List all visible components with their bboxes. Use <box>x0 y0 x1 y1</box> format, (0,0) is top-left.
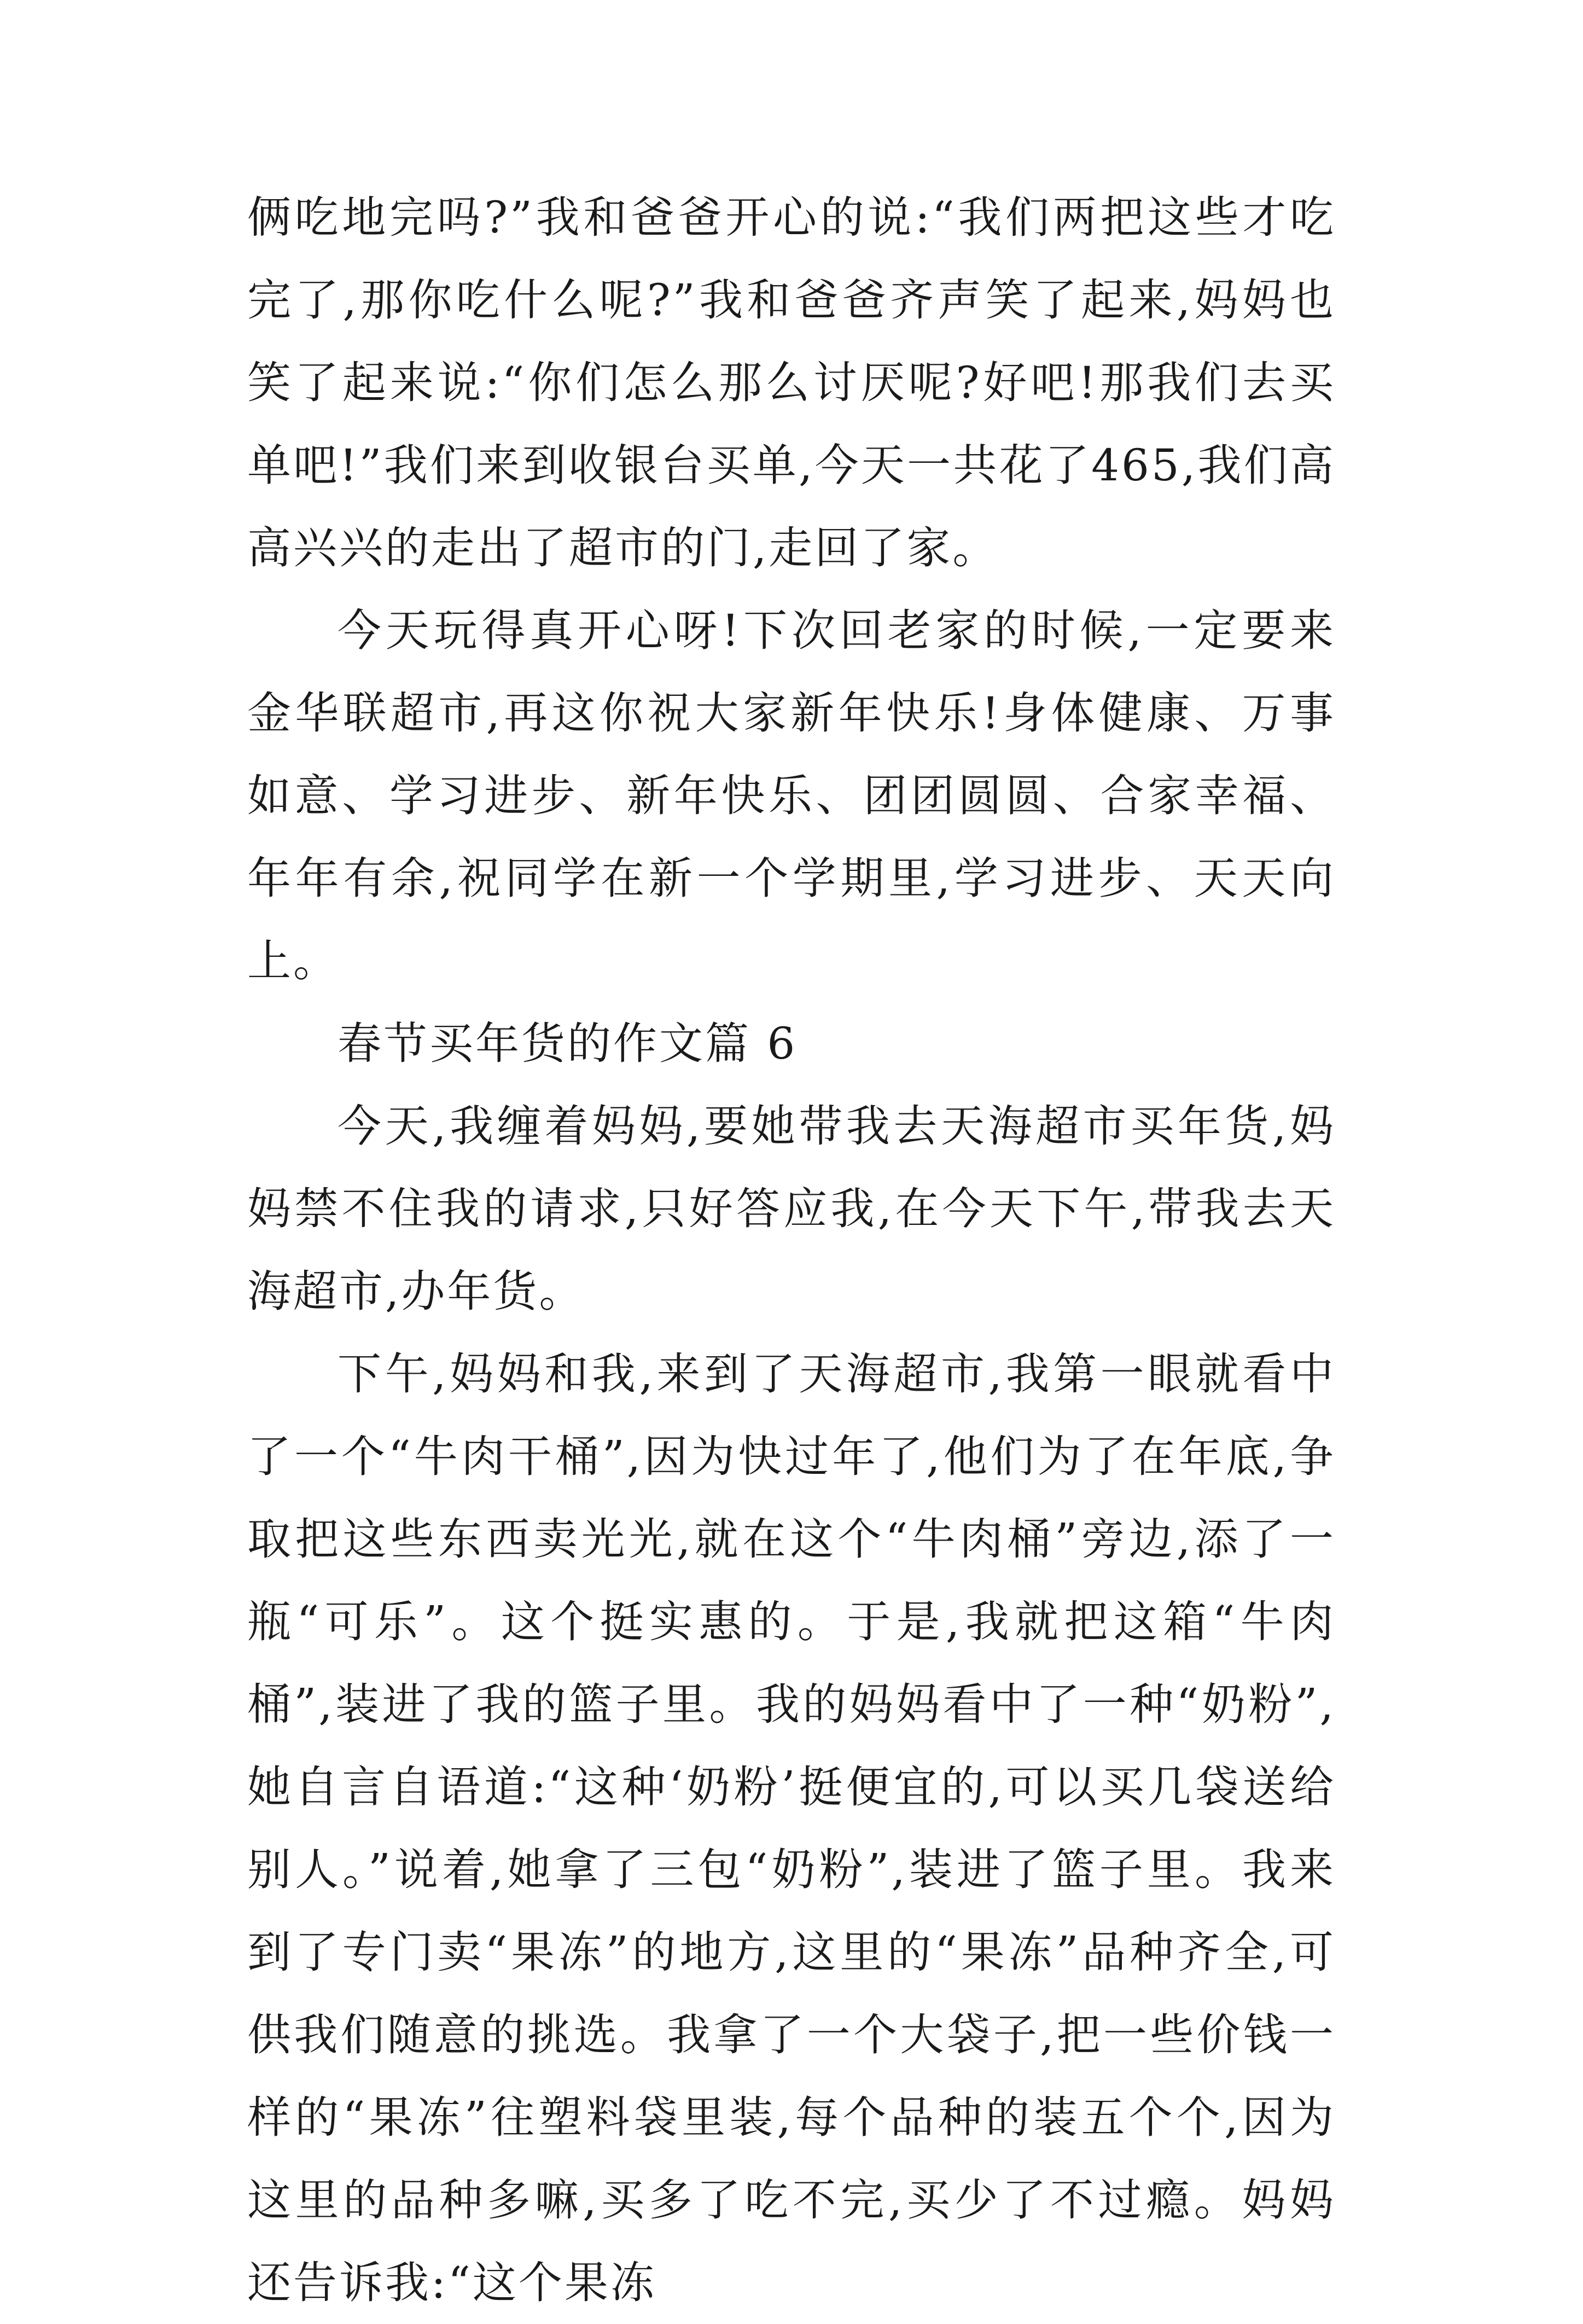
section-heading: 春节买年货的作文篇 6 <box>337 1018 798 1069</box>
paragraph-continuation: 俩吃地完吗?”我和爸爸开心的说:“我们两把这些才吃完了,那你吃什么呢?”我和爸爸齐声笑了起来,妈妈也笑了起来说:“你们怎么那么讨厌呢?好吧!那我们去买单吧!”我们来到收银台买单,今天一共花了465,我们高高兴兴的走出了超市的门,走回了家。 <box>247 192 1336 573</box>
paragraph-intro: 今天,我缠着妈妈,要她带我去天海超市买年货,妈妈禁不住我的请求,只好答应我,在今天下午,带我去天海超市,办年货。 <box>247 1101 1336 1317</box>
paragraph-closing: 今天玩得真开心呀!下次回老家的时候,一定要来金华联超市,再这你祝大家新年快乐!身体健康、万事如意、学习进步、新年快乐、团团圆圆、合家幸福、年年有余,祝同学在新一个学期里,学习进步、天天向上。 <box>247 605 1336 986</box>
paragraph-shopping: 下午,妈妈和我,来到了天海超市,我第一眼就看中了一个“牛肉干桶”,因为快过年了,他们为了在年底,争取把这些东西卖光光,就在这个“牛肉桶”旁边,添了一瓶“可乐”。这个挺实惠的。于是,我就把这箱“牛肉桶”,装进了我的篮子里。我的妈妈看中了一种“奶粉”,她自言自语道:“这种‘奶粉’挺便宜的,可以买几袋送给别人。”说着,她拿了三包“奶粉”,装进了篮子里。我来到了专门卖“果冻”的地方,这里的“果冻”品种齐全,可供我们随意的挑选。我拿了一个大袋子,把一些价钱一样的“果冻”往塑料袋里装,每个品种的装五个个,因为这里的品种多嘛,买多了吃不完,买少了不过瘾。妈妈还告诉我:“这个果冻 <box>247 1349 1336 2308</box>
document-body <box>247 176 1336 2324</box>
